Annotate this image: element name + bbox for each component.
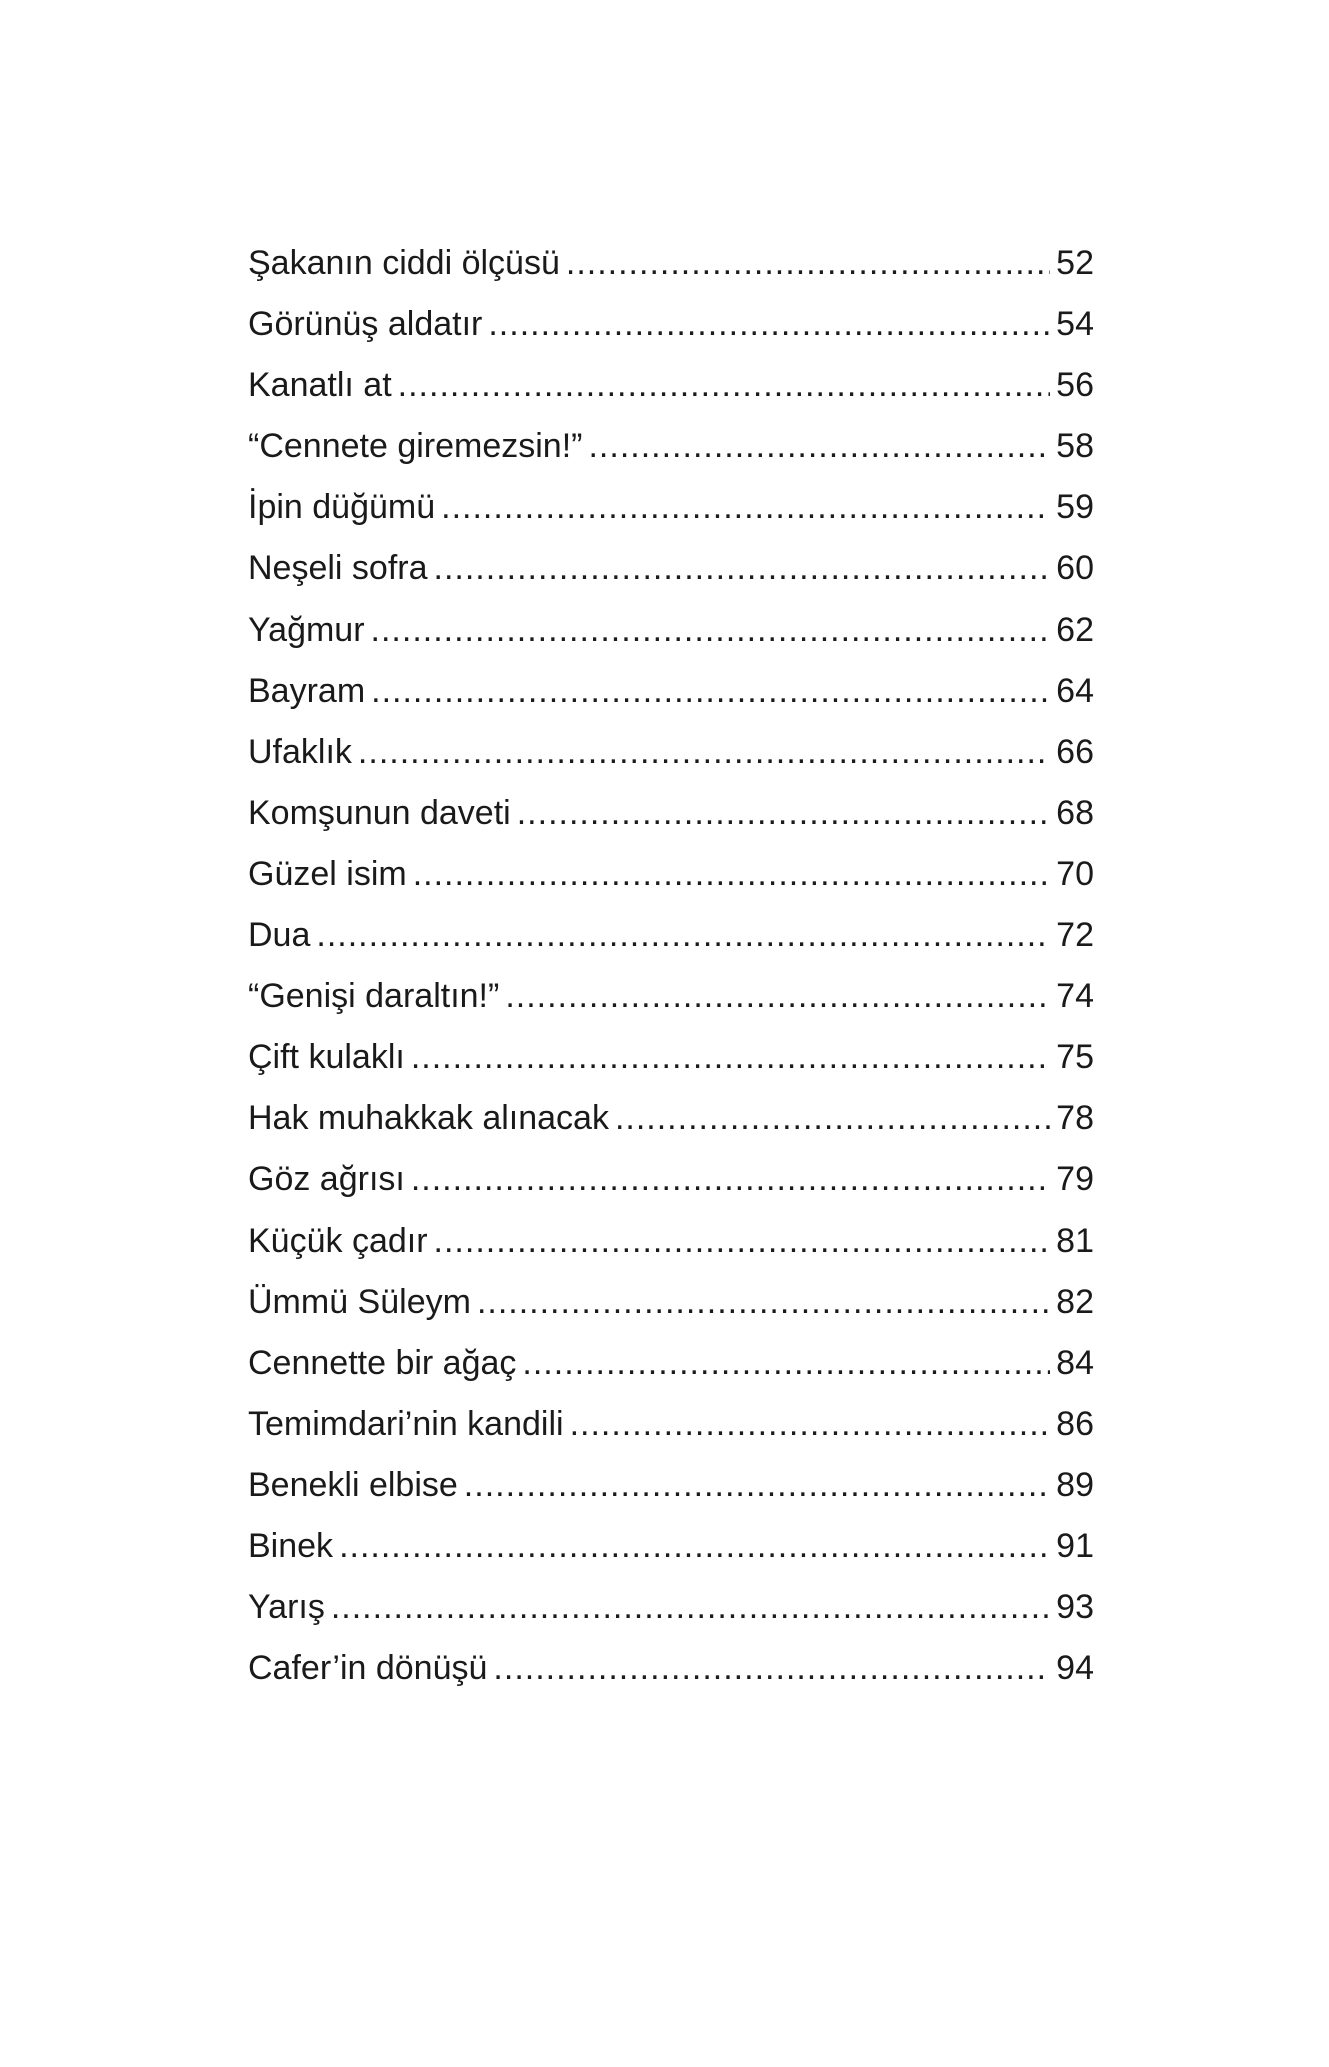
toc-entry-title: “Cennete giremezsin!”	[248, 427, 583, 466]
toc-entry-page: 72	[1056, 916, 1094, 955]
toc-entry	[248, 1333, 1094, 1394]
toc-entry-title: Cennette bir ağaç	[248, 1343, 517, 1382]
toc-entry-page: 89	[1056, 1465, 1094, 1504]
toc-entry-title: Kanatlı at	[248, 366, 392, 405]
toc-entry-title: Neşeli sofra	[248, 549, 428, 588]
toc-entry-title: Küçük çadır	[248, 1221, 428, 1260]
toc-entry-page: 64	[1056, 671, 1094, 710]
toc-entry-page: 86	[1056, 1404, 1094, 1443]
toc-entry	[248, 722, 1094, 783]
toc-dot-leader	[570, 1394, 1051, 1455]
toc-entry-title: Ümmü Süleym	[248, 1282, 471, 1321]
toc-entry	[248, 355, 1094, 416]
toc-entry	[248, 1149, 1094, 1210]
toc-entry-title: Ufaklık	[248, 732, 352, 771]
toc-dot-leader	[522, 1333, 1050, 1394]
toc-dot-leader	[588, 416, 1050, 477]
toc-entry-page: 62	[1056, 610, 1094, 649]
toc-dot-leader	[371, 661, 1050, 722]
toc-entry-page: 93	[1056, 1588, 1094, 1627]
toc-dot-leader	[488, 294, 1050, 355]
toc-entry-page: 68	[1056, 793, 1094, 832]
toc-dot-leader	[413, 844, 1050, 905]
toc-dot-leader	[371, 600, 1051, 661]
toc-dot-leader	[493, 1638, 1050, 1699]
toc-entry-page: 78	[1056, 1099, 1094, 1138]
toc-entry	[248, 844, 1094, 905]
toc-entry	[248, 1516, 1094, 1577]
toc-entry-title: Komşunun daveti	[248, 793, 511, 832]
toc-entry-title: Dua	[248, 916, 311, 955]
toc-entry-title: Benekli elbise	[248, 1465, 458, 1504]
toc-dot-leader	[411, 1149, 1050, 1210]
toc-dot-leader	[477, 1272, 1050, 1333]
toc-dot-leader	[464, 1455, 1050, 1516]
toc-entry-page: 94	[1056, 1649, 1094, 1688]
toc-entry-page: 58	[1056, 427, 1094, 466]
toc-entry-page: 82	[1056, 1282, 1094, 1321]
toc-dot-leader	[398, 355, 1051, 416]
toc-entry-title: Binek	[248, 1526, 334, 1565]
toc-dot-leader	[316, 905, 1050, 966]
toc-entry	[248, 1394, 1094, 1455]
toc-dot-leader	[441, 477, 1050, 538]
toc-entry	[248, 1027, 1094, 1088]
toc-entry-title: Yarış	[248, 1588, 325, 1627]
toc-entry	[248, 1272, 1094, 1333]
toc-entry	[248, 477, 1094, 538]
toc-entry	[248, 416, 1094, 477]
toc-entry-title: Görünüş aldatır	[248, 305, 483, 344]
toc-entry-title: Hak muhakkak alınacak	[248, 1099, 609, 1138]
toc-entry-page: 59	[1056, 488, 1094, 527]
toc-dot-leader	[615, 1088, 1050, 1149]
toc-entry-title: Göz ağrısı	[248, 1160, 405, 1199]
toc-entry-title: Temimdari’nin kandili	[248, 1404, 564, 1443]
toc-dot-leader	[358, 722, 1050, 783]
toc-entry	[248, 538, 1094, 599]
toc-entry-page: 81	[1056, 1221, 1094, 1260]
toc-entry-page: 91	[1056, 1526, 1094, 1565]
toc-entry	[248, 233, 1094, 294]
toc-dot-leader	[411, 1027, 1050, 1088]
toc-entry	[248, 966, 1094, 1027]
toc-dot-leader	[505, 966, 1050, 1027]
toc-dot-leader	[517, 783, 1050, 844]
toc-entry-title: Cafer’in dönüşü	[248, 1649, 488, 1688]
toc-entry-title: İpin düğümü	[248, 488, 436, 527]
toc-entry	[248, 1577, 1094, 1638]
toc-entry-page: 70	[1056, 854, 1094, 893]
toc-entry-title: “Genişi daraltın!”	[248, 977, 500, 1016]
toc-entry	[248, 661, 1094, 722]
toc-entry-title: Şakanın ciddi ölçüsü	[248, 244, 560, 282]
toc-entry-page: 75	[1056, 1038, 1094, 1077]
toc-entry-page: 54	[1056, 305, 1094, 344]
toc-entry	[248, 1455, 1094, 1516]
toc-entry-title: Güzel isim	[248, 854, 407, 893]
table-of-contents	[248, 233, 1094, 1699]
toc-entry-title: Bayram	[248, 671, 366, 710]
toc-dot-leader	[339, 1516, 1050, 1577]
toc-entry-page: 60	[1056, 549, 1094, 588]
toc-entry-page: 66	[1056, 732, 1094, 771]
toc-entry	[248, 783, 1094, 844]
toc-dot-leader	[434, 538, 1051, 599]
toc-entry	[248, 1088, 1094, 1149]
toc-dot-leader	[566, 233, 1050, 294]
toc-entry	[248, 1211, 1094, 1272]
toc-entry-page: 56	[1056, 366, 1094, 405]
toc-dot-leader	[331, 1577, 1050, 1638]
toc-entry-page: 52	[1056, 244, 1094, 282]
toc-entry	[248, 905, 1094, 966]
toc-entry	[248, 294, 1094, 355]
toc-entry	[248, 1638, 1094, 1699]
toc-dot-leader	[434, 1211, 1051, 1272]
toc-entry	[248, 600, 1094, 661]
toc-entry-title: Yağmur	[248, 610, 365, 649]
toc-entry-page: 84	[1056, 1343, 1094, 1382]
toc-entry-page: 74	[1056, 977, 1094, 1016]
toc-entry-page: 79	[1056, 1160, 1094, 1199]
toc-entry-title: Çift kulaklı	[248, 1038, 405, 1077]
